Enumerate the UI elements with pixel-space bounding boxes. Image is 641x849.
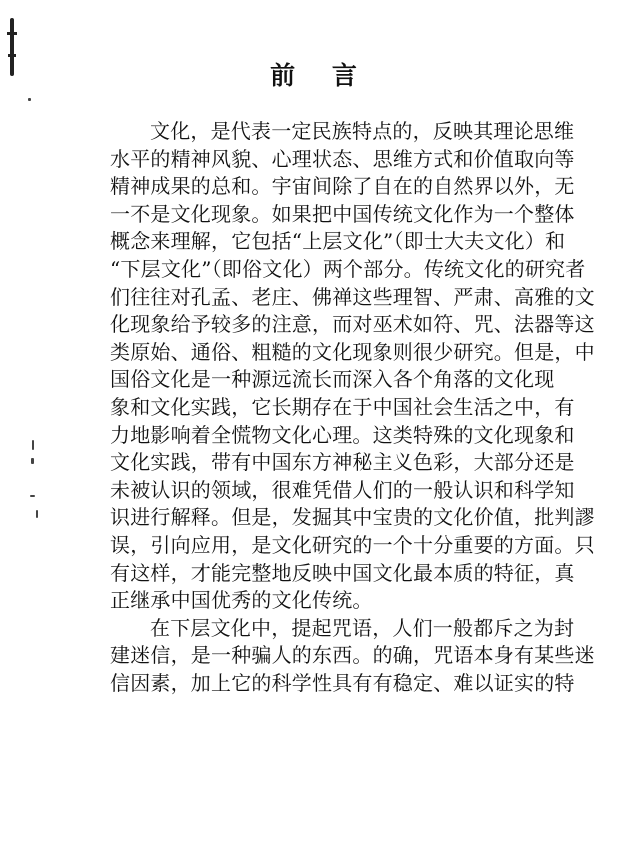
text-line: 正继承中国优秀的文化传统。 (110, 588, 373, 613)
text-line: 识进行解释。但是，发掘其中宝贵的文化价值，批判謬 (110, 505, 595, 530)
text-line: 误，引向应用，是文化研究的一个十分重要的方面。只 (110, 532, 595, 557)
text-line: 们往往对孔孟、老庄、佛禅这些理智、严肃、高雅的文 (110, 284, 595, 309)
text-line: 化现象给予较多的注意，而对巫术如符、咒、法器等这 (110, 312, 595, 337)
text-line: 文化，是代表一定民族特点的，反映其理论思维 (150, 119, 575, 143)
text-line: 国俗文化是一种源远流长而深入各个角落的文化现 (110, 367, 555, 392)
text-line: 水平的精神风貌、心理状态、思维方式和价值取向等 (110, 146, 575, 171)
scan-speck (36, 510, 38, 518)
text-line: 力地影响着全慌物文化心理。这类特殊的文化现象和 (110, 422, 575, 447)
text-line: 文化实践，带有中国东方神秘主义色彩，大部分还是 (110, 450, 575, 475)
scan-speck (30, 495, 35, 497)
text-line: “下层文化”（即俗文化）两个部分。传统文化的研究者 (110, 256, 586, 281)
page-title: 前 言 (270, 61, 371, 90)
scan-speck (28, 98, 31, 101)
text-line: 未被认识的领域，很难凭借人们的一般认识和科学知 (110, 477, 575, 502)
scan-speck (31, 458, 34, 464)
preface-text (110, 118, 610, 697)
text-line: 建迷信，是一种骗人的东西。的确，咒语本身有某些迷 (110, 643, 595, 668)
text-line: 精神成果的总和。宇宙间除了自在的自然界以外，无 (110, 174, 575, 199)
text-line: 信因素，加上它的科学性具有有稳定、难以证实的特 (110, 670, 575, 695)
text-line: 一不是文化现象。如果把中国传统文化作为一个整体 (110, 201, 575, 226)
scan-speck (32, 440, 34, 450)
text-line: 在下层文化中，提起咒语，人们一般都斥之为封 (150, 615, 575, 640)
text-line: 概念来理解，它包括“上层文化”（即士大夫文化）和 (110, 229, 566, 254)
text-line: 象和文化实践，它长期存在于中国社会生活之中，有 (110, 394, 575, 419)
text-line: 有这样，才能完整地反映中国文化最本质的特征，真 (110, 560, 575, 585)
text-line: 类原始、通俗、粗糙的文化现象则很少研究。但是，中 (110, 339, 595, 364)
